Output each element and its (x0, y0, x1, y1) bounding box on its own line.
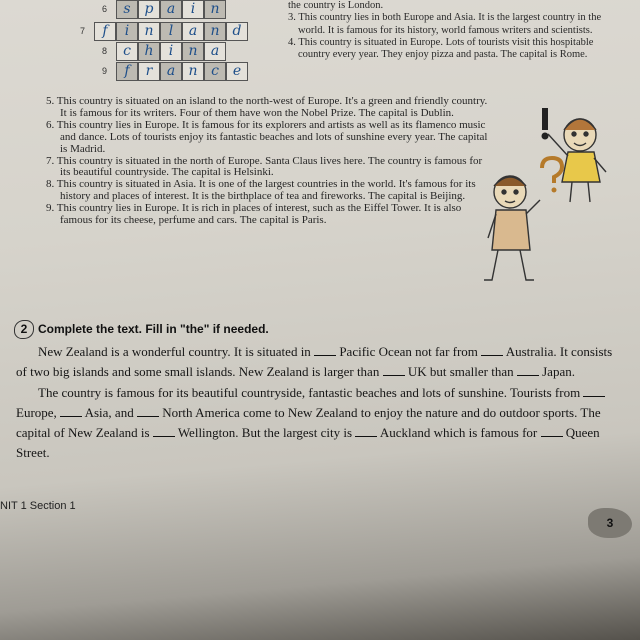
answer-blank-1[interactable] (314, 345, 336, 356)
crossword-cell[interactable]: i (160, 42, 182, 61)
crossword-cell[interactable]: c (204, 62, 226, 81)
crossword-cell[interactable]: n (182, 42, 204, 61)
crossword-cell[interactable]: f (116, 62, 138, 81)
crossword-cell[interactable]: c (116, 42, 138, 61)
crossword-cell[interactable]: p (138, 0, 160, 19)
answer-blank-7[interactable] (137, 406, 159, 417)
crossword-cell[interactable]: f (94, 22, 116, 41)
exercise1-top-clues (240, 0, 610, 61)
crossword-cell[interactable]: l (160, 22, 182, 41)
crossword-cell[interactable]: s (116, 0, 138, 19)
boy-figure (484, 176, 540, 280)
exercise1-clues (46, 96, 492, 227)
answer-blank-9[interactable] (355, 426, 377, 437)
clue-8: 8. This country is situated in Asia. It is one of the largest countries in the world. It's famous for its history and places of interest. It is the birthplace of tea and fireworks. The capital is Beijing. (46, 178, 476, 203)
paragraph-1: New Zealand is a wonderful country. It is situated in Pacific Ocean not far from Australia. It consists of two big islands and some small islands. New Zealand is larger than UK but smaller than Japan. (16, 344, 613, 380)
crossword-cell[interactable]: r (138, 62, 160, 81)
exercise-number-badge: 2 (14, 320, 34, 339)
crossword-cell[interactable]: h (138, 42, 160, 61)
row-number: 7 (80, 26, 86, 36)
clue-6: 6. This country lies in Europe. It is famous for its explorers and artists as well as its flamenco music and dance. Lots of tourists enjoy its fantastic beaches and lots of sunshine every year. The capital is Madrid. (46, 118, 488, 155)
crossword-cell[interactable]: d (226, 22, 248, 41)
answer-blank-10[interactable] (541, 426, 563, 437)
exercise2-heading (14, 320, 614, 339)
row-number: 6 (102, 4, 108, 14)
crossword-cell[interactable]: i (182, 0, 204, 19)
exercise2-text (16, 342, 616, 464)
crossword-cell[interactable]: a (204, 42, 226, 61)
exclamation-icon (542, 108, 549, 140)
crossword-cell[interactable]: a (160, 0, 182, 19)
clue-3: 3. This country lies in both Europe and Asia. It is the largest country in the world. It is famous for its history, world famous writers and scientists. (288, 12, 602, 36)
paragraph-2: The country is famous for its beautiful countryside, fantastic beaches and lots of sunshine. Tourists from Europe, Asia, and North America come to New Zealand to enjoy the nature and do outdoor sports. The capital of New Zealand is Wellington. But the largest city is Auckland which is famous for Queen Street. (16, 383, 616, 464)
clue-7: 7. This country is situated in the north of Europe. Santa Claus lives here. The country is famous for its beautiful countryside. The capital is Helsinki. (46, 154, 483, 179)
crossword-cell[interactable]: i (116, 22, 138, 41)
crossword-cell[interactable]: a (182, 22, 204, 41)
crossword-cell[interactable]: a (160, 62, 182, 81)
page-number: 3 (588, 508, 632, 538)
answer-blank-2[interactable] (481, 345, 503, 356)
clue-9: 9. This country lies in Europe. It is rich in places of interest, such as the Eiffel Tower. It is also famous for its cheese, perfume and cars. The capital is Paris. (46, 202, 462, 227)
crossword-cell[interactable]: n (204, 22, 226, 41)
row-number: 8 (102, 46, 108, 56)
exercise2-instruction: Complete the text. Fill in "the" if needed. (38, 322, 269, 336)
answer-blank-6[interactable] (60, 406, 82, 417)
children-illustration (470, 100, 620, 300)
answer-blank-4[interactable] (517, 365, 539, 376)
crossword-cell[interactable]: n (182, 62, 204, 81)
question-mark-icon (542, 158, 562, 193)
answer-blank-5[interactable] (583, 386, 605, 397)
answer-blank-3[interactable] (383, 365, 405, 376)
crossword-cell[interactable]: n (204, 0, 226, 19)
answer-blank-8[interactable] (153, 426, 175, 437)
crossword-cell[interactable]: n (138, 22, 160, 41)
page-footer: NIT 1 Section 1 (0, 500, 76, 512)
clue-5: 5. This country is situated on an island to the north-west of Europe. It's a green and friendly country. It is famous for its writers. Four of them have won the Nobel Prize. The capital is Dublin. (46, 95, 488, 119)
crossword-cell[interactable]: e (226, 62, 248, 81)
clue-4: 4. This country is situated in Europe. Lots of tourists visit this hospitable country every year. They enjoy pizza and pasta. The capital is Rome. (288, 36, 594, 61)
clue-2-end: the country is London. (288, 0, 384, 11)
row-number: 9 (102, 66, 108, 76)
